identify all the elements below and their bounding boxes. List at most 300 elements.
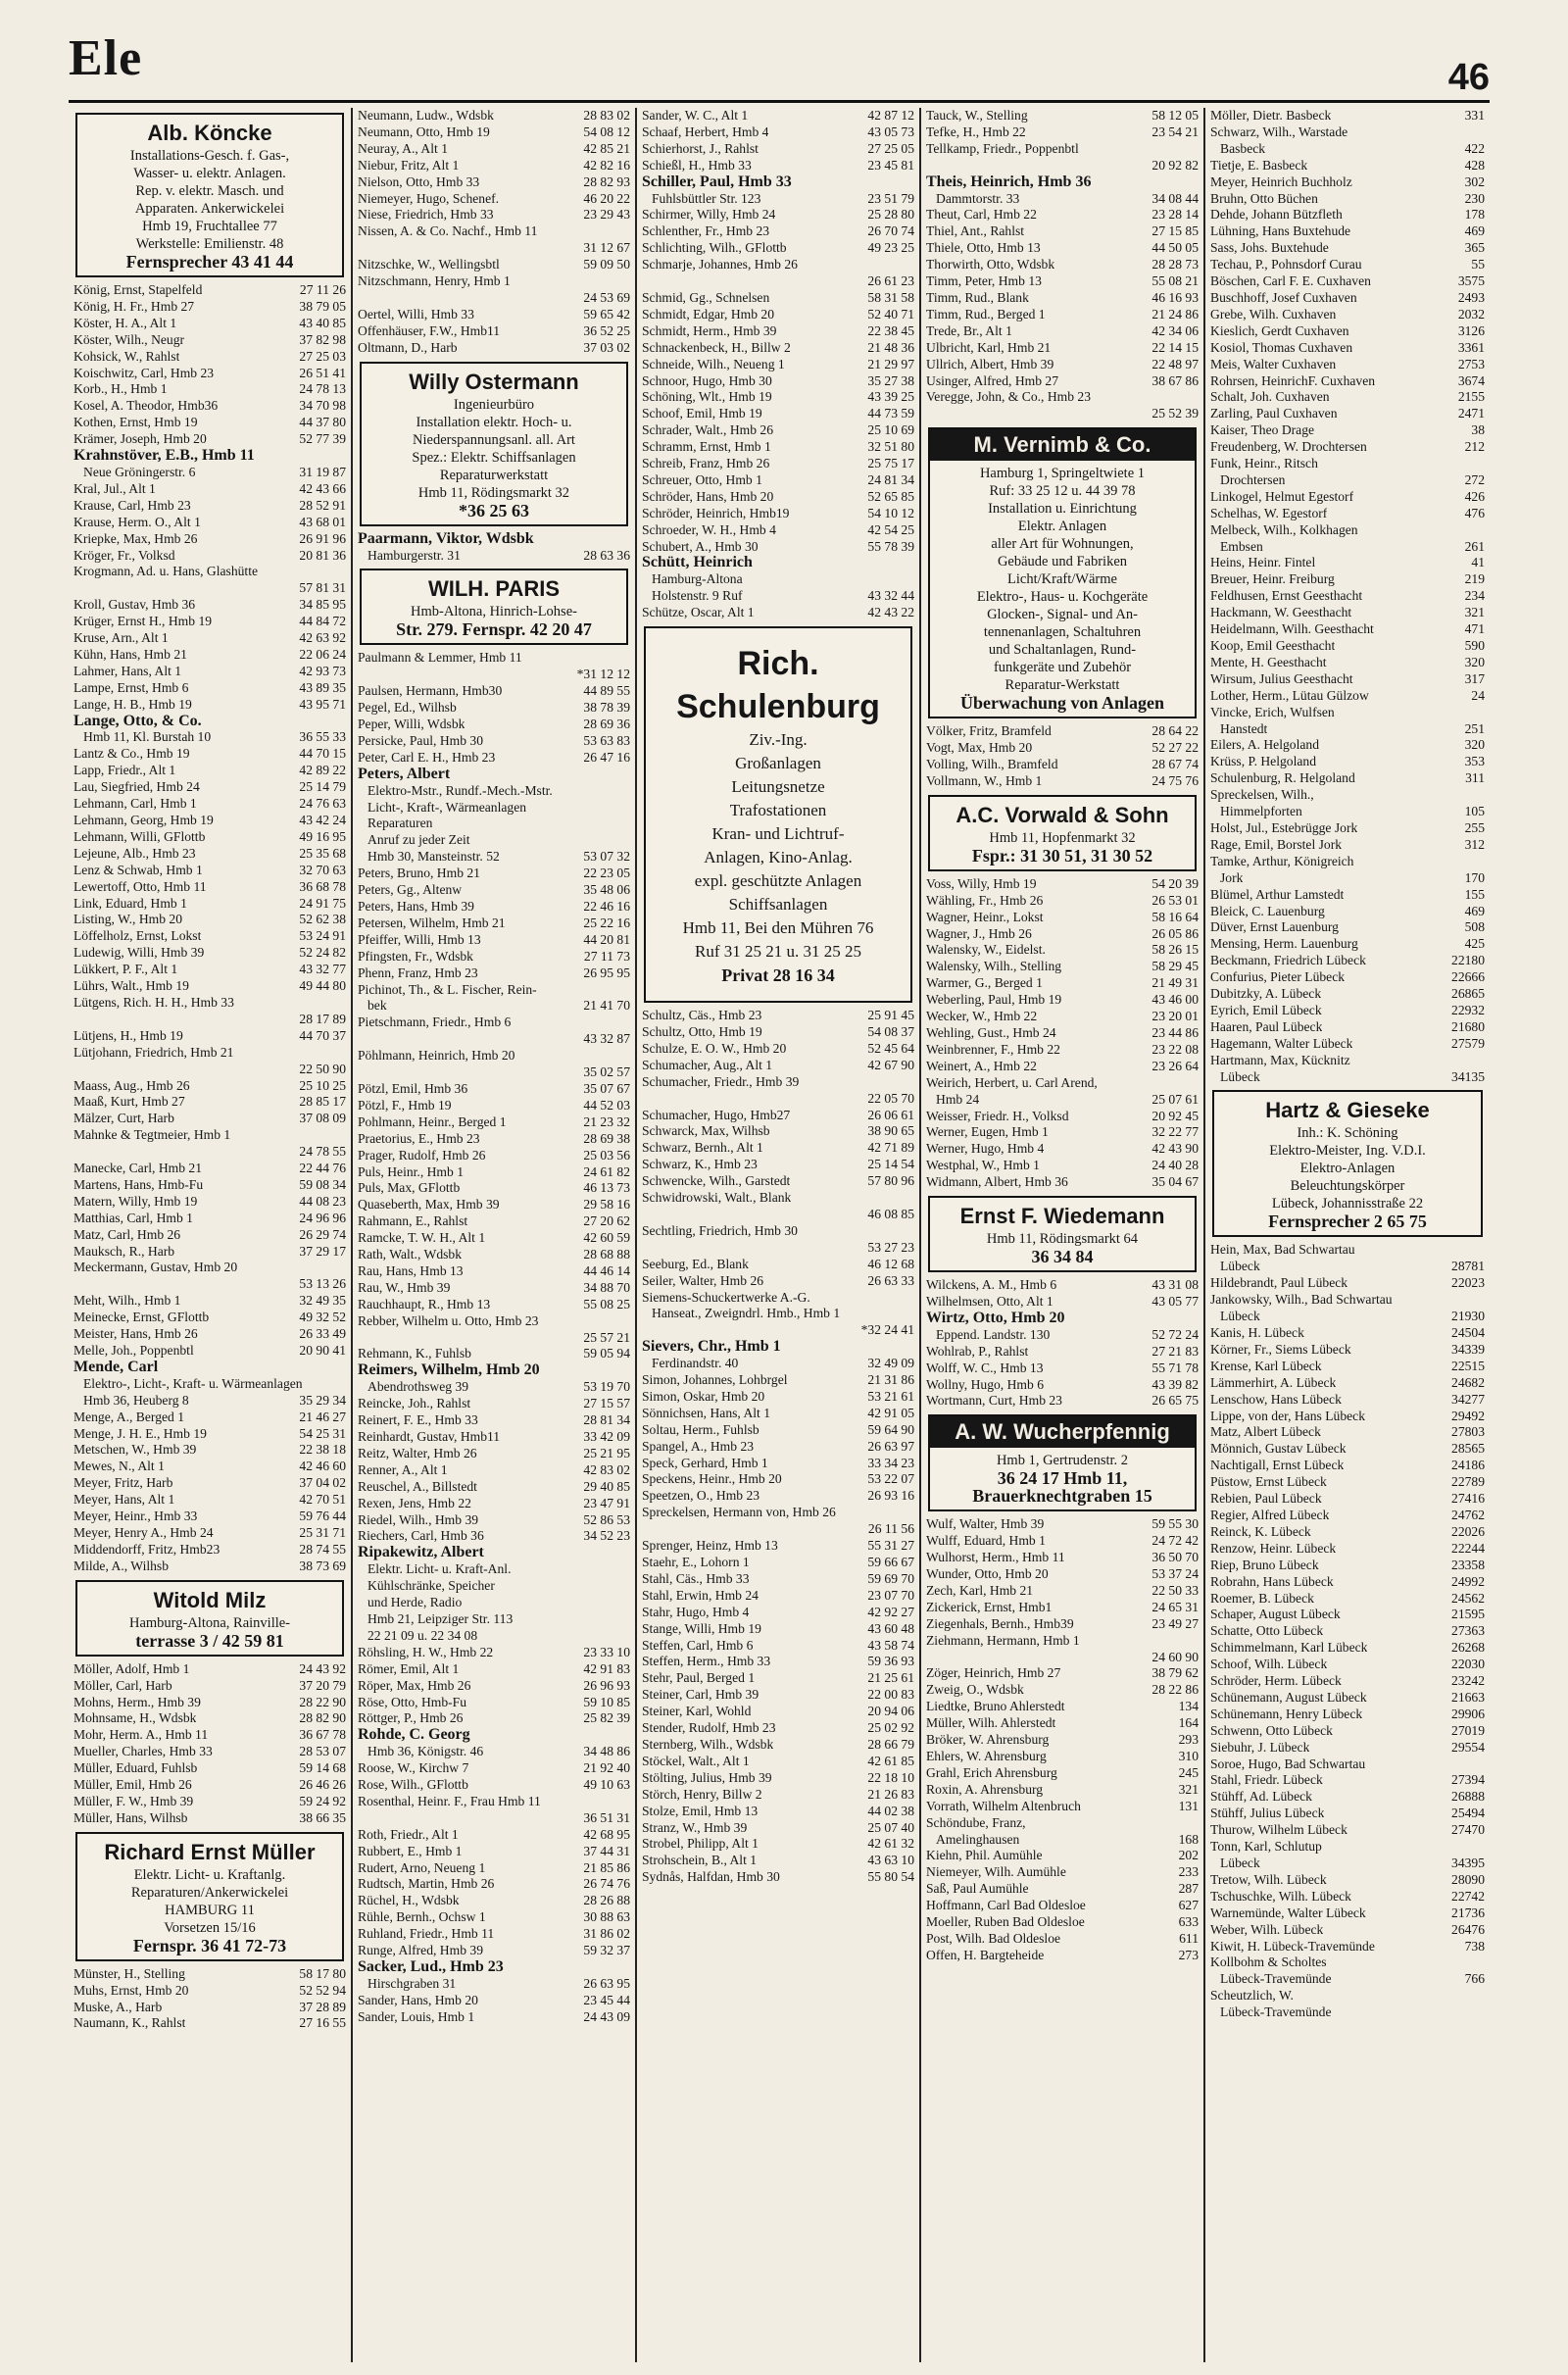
entry-name: Staehr, E., Lohorn 1 — [642, 1555, 750, 1569]
entry-phone — [342, 1376, 346, 1393]
directory-entry — [926, 1092, 1199, 1109]
entry-phone: 23 45 44 — [583, 1992, 630, 2007]
directory-entry — [926, 1864, 1199, 1881]
entry-phone: 21 41 70 — [583, 998, 630, 1014]
entry-phone — [1481, 124, 1485, 141]
entry-name: Stolze, Emil, Hmb 13 — [642, 1803, 759, 1818]
directory-entry — [358, 273, 630, 290]
directory-entry — [74, 714, 346, 730]
directory-entry — [358, 1479, 630, 1496]
directory-entry — [642, 357, 914, 373]
entry-name: Spangel, A., Hmb 23 — [642, 1438, 755, 1454]
directory-entry — [1210, 273, 1485, 290]
directory-entry — [1210, 489, 1485, 506]
entry-name: Dehde, Johann Bützfleth — [1210, 207, 1343, 223]
entry-phone: 23358 — [1451, 1557, 1485, 1572]
directory-entry — [74, 381, 346, 398]
entry-phone: 43 95 71 — [299, 696, 346, 712]
entry-phone: 28 67 74 — [1152, 757, 1199, 772]
directory-entry — [1210, 1069, 1485, 1086]
entry-name: Martens, Hans, Hmb-Fu — [74, 1176, 204, 1192]
directory-entry — [74, 1161, 346, 1177]
directory-entry — [358, 548, 630, 565]
entry-name: Köster, Wilh., Neugr — [74, 331, 185, 347]
directory-entry — [1210, 1988, 1485, 2004]
directory-entry — [1210, 688, 1485, 705]
entry-name: Schwarz, K., Hmb 23 — [642, 1157, 758, 1172]
directory-entry — [642, 472, 914, 489]
entry-name: Hamburg-Altona — [652, 571, 743, 587]
directory-entry — [926, 1109, 1199, 1125]
directory-entry — [74, 398, 346, 415]
entry-phone: 25 57 21 — [583, 1329, 630, 1345]
entry-phone: 22 46 16 — [583, 899, 630, 914]
entry-name: Link, Eduard, Hmb 1 — [74, 895, 187, 911]
entry-name: Ehlers, W. Ahrensburg — [926, 1749, 1047, 1763]
entry-phone: 22789 — [1451, 1474, 1485, 1490]
entry-name: Tietje, E. Basbeck — [1210, 157, 1308, 173]
entry-name: Kieslich, Gerdt Cuxhaven — [1210, 322, 1349, 338]
entry-name: Seiler, Walter, Hmb 26 — [642, 1272, 764, 1288]
entry-phone: 27 11 26 — [299, 282, 346, 297]
directory-entry — [74, 1360, 346, 1376]
entry-phone: 44 70 15 — [299, 746, 346, 762]
ad-phone: Fernsprecher 43 41 44 — [125, 252, 294, 272]
entry-name: Tretow, Wilh. Lübeck — [1210, 1871, 1327, 1887]
directory-entry — [1210, 340, 1485, 357]
directory-entry — [642, 1223, 914, 1240]
directory-entry — [358, 1048, 630, 1064]
header-rule — [69, 100, 1490, 103]
entry-name: Eyrich, Emil Lübeck — [1210, 1002, 1322, 1017]
entry-phone — [910, 1074, 914, 1091]
entry-name: Mälzer, Curt, Harb — [74, 1111, 174, 1126]
entry-name: Stahl, Erwin, Hmb 24 — [642, 1587, 759, 1603]
directory-entry — [74, 1127, 346, 1144]
entry-phone: 38 73 69 — [299, 1558, 346, 1573]
directory-entry — [926, 1682, 1199, 1699]
entry-name: Milde, A., Wilhsb — [74, 1558, 170, 1573]
entry-phone — [1195, 174, 1199, 191]
entry-phone: 43 63 10 — [867, 1853, 914, 1868]
entry-name: Weinert, A., Hmb 22 — [926, 1058, 1037, 1073]
directory-entry — [926, 1600, 1199, 1616]
entry-name: Schoof, Wilh. Lübeck — [1210, 1657, 1328, 1672]
ad-line: Hmb 11, Rödingsmarkt 32 — [417, 484, 570, 501]
directory-entry — [642, 240, 914, 257]
entry-phone: 46 12 68 — [867, 1256, 914, 1271]
directory-entry — [74, 1211, 346, 1227]
entry-phone: 21663 — [1451, 1689, 1485, 1705]
entry-phone: 29 40 85 — [583, 1478, 630, 1494]
ad-phone: *36 25 63 — [459, 500, 529, 520]
entry-name: Funk, Heinr., Ritsch — [1210, 456, 1318, 471]
entry-phone — [342, 1360, 346, 1376]
entry-name: Weirich, Herbert, u. Carl Arend, — [926, 1074, 1098, 1090]
entry-name: Schöndube, Franz, — [926, 1814, 1026, 1830]
entry-phone: 43 05 77 — [1152, 1293, 1199, 1309]
entry-phone: 22666 — [1451, 969, 1485, 985]
directory-entry — [642, 1638, 914, 1655]
entry-phone: 44 46 14 — [583, 1262, 630, 1278]
entry-phone: 43 68 01 — [299, 514, 346, 529]
entry-phone: 2155 — [1457, 389, 1485, 405]
entry-phone: 34395 — [1451, 1855, 1485, 1870]
entry-phone: 287 — [1178, 1881, 1199, 1897]
entry-name: Westphal, W., Hmb 1 — [926, 1158, 1040, 1173]
directory-entry — [642, 1588, 914, 1605]
entry-phone — [1195, 1633, 1199, 1650]
directory-entry — [642, 207, 914, 223]
entry-name: Haaren, Paul Lübeck — [1210, 1018, 1323, 1034]
entry-phone: 37 28 89 — [299, 1999, 346, 2014]
directory-entry — [926, 1294, 1199, 1311]
directory-entry — [74, 1177, 346, 1194]
entry-phone: 43 39 82 — [1152, 1376, 1199, 1392]
entry-name: Elektro-, Licht-, Kraft- u. Wärmeanlagen — [83, 1375, 303, 1391]
entry-name: Kothen, Ernst, Hmb 19 — [74, 415, 198, 430]
directory-entry — [1210, 422, 1485, 439]
entry-phone: 52 40 71 — [867, 306, 914, 322]
ad-line: Reparatur-Werkstatt — [1004, 677, 1120, 694]
entry-name: Pichinot, Th., & L. Fischer, Rein- — [358, 981, 537, 997]
directory-entry — [1210, 605, 1485, 621]
entry-phone: 26 46 26 — [299, 1777, 346, 1793]
entry-phone: 590 — [1464, 638, 1485, 653]
entry-phone: 41 — [1471, 555, 1485, 570]
entry-phone — [910, 1223, 914, 1240]
entry-phone: 58 16 64 — [1152, 909, 1199, 924]
entry-phone: 23 20 01 — [1152, 1009, 1199, 1024]
directory-entry — [358, 2009, 630, 2026]
entry-phone — [626, 650, 630, 667]
entry-name: Licht-, Kraft-, Wärmeanlagen — [368, 799, 527, 815]
entry-name: Trede, Br., Alt 1 — [926, 322, 1012, 338]
directory-entry — [642, 1521, 914, 1538]
directory-entry — [1210, 1019, 1485, 1036]
entry-phone — [626, 223, 630, 240]
directory-entry — [358, 998, 630, 1014]
directory-entry — [358, 965, 630, 982]
directory-entry — [926, 1881, 1199, 1898]
entry-phone: 58 17 80 — [299, 1965, 346, 1981]
entry-name: Röttger, P., Hmb 26 — [358, 1710, 464, 1726]
entry-phone: 469 — [1464, 903, 1485, 918]
ad-title: M. Vernimb & Co. — [930, 429, 1195, 461]
entry-name: Meht, Wilh., Hmb 1 — [74, 1293, 181, 1309]
directory-entry — [926, 124, 1199, 141]
ad-phone: 36 24 17 Hmb 11, Brauerknechtgraben 15 — [972, 1468, 1152, 1507]
directory-entry — [74, 1310, 346, 1326]
entry-phone: 59 64 90 — [867, 1421, 914, 1437]
entry-phone: 24 91 75 — [299, 895, 346, 911]
entry-phone: 27 15 57 — [583, 1396, 630, 1411]
ad-line: Elektro-Meister, Ing. V.D.I. — [1269, 1143, 1426, 1160]
ad-line: Elektro-, Haus- u. Kochgeräte — [976, 589, 1149, 606]
directory-entry — [926, 1277, 1199, 1294]
ad-title: Hartz & Gieseke — [1265, 1098, 1430, 1123]
entry-phone: 311 — [1465, 770, 1485, 786]
entry-phone: 24 61 82 — [583, 1163, 630, 1179]
entry-phone: 31 86 02 — [583, 1926, 630, 1942]
directory-entry — [1210, 854, 1485, 870]
entry-phone — [910, 257, 914, 273]
entry-phone: 23 45 81 — [867, 157, 914, 173]
directory-entry — [358, 1827, 630, 1844]
directory-entry — [1210, 2004, 1485, 2021]
directory-entry — [926, 1174, 1199, 1191]
ad-line: Installations-Gesch. f. Gas-, — [129, 148, 290, 164]
entry-name: Stange, Willi, Hmb 19 — [642, 1620, 761, 1636]
entry-name: Schaaf, Herbert, Hmb 4 — [642, 124, 769, 139]
entry-phone — [342, 448, 346, 465]
directory-entry — [1210, 1558, 1485, 1574]
directory-entry — [642, 1422, 914, 1439]
entry-phone: 24 76 63 — [299, 796, 346, 812]
entry-name: Köster, H. A., Alt 1 — [74, 315, 177, 330]
entry-phone — [910, 1505, 914, 1521]
entry-name: und Herde, Radio — [368, 1595, 463, 1610]
entry-name: Siebuhr, J. Lübeck — [1210, 1739, 1310, 1755]
entry-phone: 54 08 12 — [583, 124, 630, 139]
ad-line: Hamburg-Altona, Rainville- — [128, 1614, 291, 1631]
entry-phone: 164 — [1178, 1715, 1199, 1731]
entry-phone: 26 53 01 — [1152, 892, 1199, 908]
directory-entry — [1210, 1954, 1485, 1971]
entry-name: Neumann, Ludw., Wdsbk — [358, 108, 494, 123]
entry-phone — [342, 1127, 346, 1144]
entry-name: Metschen, W., Hmb 39 — [74, 1442, 197, 1458]
entry-name: Anruf zu jeder Zeit — [368, 832, 470, 848]
entry-name: Phenn, Franz, Hmb 23 — [358, 965, 478, 980]
entry-phone: 25 21 95 — [583, 1445, 630, 1460]
entry-phone: 29554 — [1451, 1739, 1485, 1755]
directory-entry — [358, 307, 630, 323]
entry-phone: 738 — [1464, 1938, 1485, 1954]
entry-phone: 49 10 63 — [583, 1777, 630, 1793]
directory-entry — [358, 191, 630, 208]
directory-entry — [74, 1276, 346, 1293]
entry-name: Pötzl, Emil, Hmb 36 — [358, 1080, 468, 1096]
entry-phone: 42 34 06 — [1152, 322, 1199, 338]
entry-name: Naumann, K., Rahlst — [74, 2015, 186, 2031]
directory-entry — [642, 1687, 914, 1704]
directory-entry — [74, 1810, 346, 1827]
entry-phone: 255 — [1464, 819, 1485, 835]
directory-entry — [642, 539, 914, 556]
entry-phone: 46 08 85 — [867, 1206, 914, 1221]
entry-name: Mönnich, Gustav Lübeck — [1210, 1441, 1347, 1457]
directory-entry — [358, 683, 630, 700]
entry-phone: 26 51 41 — [299, 365, 346, 380]
ad-line: Werkstelle: Emilienstr. 48 — [135, 236, 284, 252]
entry-name: Lühning, Hans Buxtehude — [1210, 223, 1351, 239]
entry-phone: 43 32 87 — [583, 1031, 630, 1047]
entry-name: Münster, H., Stelling — [74, 1965, 185, 1981]
entry-name: Mueller, Charles, Hmb 33 — [74, 1744, 213, 1759]
directory-entry — [358, 1412, 630, 1429]
ad-phone: Fernspr. 36 41 72-73 — [132, 1935, 287, 1955]
entry-name: Strobel, Philipp, Alt 1 — [642, 1836, 759, 1852]
entry-name: König, H. Fr., Hmb 27 — [74, 298, 195, 314]
directory-entry — [642, 1836, 914, 1853]
ad-phone: Fernsprecher 2 65 75 — [1268, 1212, 1427, 1232]
entry-name: Rexen, Jens, Hmb 22 — [358, 1495, 471, 1510]
entry-name: Offen, H. Bargteheide — [926, 1947, 1045, 1962]
entry-phone: 44 50 05 — [1152, 240, 1199, 256]
directory-entry — [926, 1749, 1199, 1765]
entry-name: Werner, Hugo, Hmb 4 — [926, 1141, 1045, 1157]
directory-entry — [1210, 754, 1485, 770]
entry-name: Schwenn, Otto Lübeck — [1210, 1722, 1333, 1738]
directory-entry — [642, 1670, 914, 1687]
directory-entry — [74, 680, 346, 697]
directory-entry — [642, 141, 914, 158]
entry-name: Steffen, Carl, Hmb 6 — [642, 1637, 754, 1653]
entry-name: Löffelholz, Ernst, Lokst — [74, 928, 202, 944]
directory-entry — [74, 448, 346, 465]
entry-name: Melle, Joh., Poppenbtl — [74, 1343, 194, 1358]
entry-name: König, Ernst, Stapelfeld — [74, 282, 203, 297]
entry-phone — [626, 1048, 630, 1064]
directory-entry — [1210, 141, 1485, 158]
entry-phone: 25 03 56 — [583, 1147, 630, 1163]
ad-line: Lübeck, Johannisstraße 22 — [1271, 1196, 1424, 1212]
entry-phone: 22 14 15 — [1152, 339, 1199, 355]
directory-entry — [642, 389, 914, 406]
directory-entry — [74, 928, 346, 945]
directory-entry — [358, 866, 630, 882]
entry-phone — [342, 1260, 346, 1276]
entry-phone: 21 48 36 — [867, 339, 914, 355]
entry-name: Wollny, Hugo, Hmb 6 — [926, 1376, 1044, 1392]
directory-entry — [74, 614, 346, 630]
entry-name: Muhs, Ernst, Hmb 20 — [74, 1982, 189, 1998]
entry-name: Reparaturen — [368, 816, 433, 831]
directory-entry — [1210, 223, 1485, 240]
entry-name: Sechtling, Friedrich, Hmb 30 — [642, 1222, 798, 1238]
entry-phone: 28 26 88 — [583, 1893, 630, 1908]
entry-name: Krause, Carl, Hmb 23 — [74, 497, 191, 513]
directory-entry — [1210, 191, 1485, 208]
entry-phone: 26476 — [1451, 1921, 1485, 1937]
entry-phone: 38 67 86 — [1152, 372, 1199, 388]
directory-entry — [358, 141, 630, 158]
entry-phone: 57 81 31 — [299, 580, 346, 596]
entry-phone — [1481, 522, 1485, 539]
entry-phone: 43 89 35 — [299, 679, 346, 695]
directory-entry — [1210, 323, 1485, 340]
entry-name: Schumacher, Aug., Alt 1 — [642, 1057, 773, 1072]
entry-phone: 55 71 78 — [1152, 1360, 1199, 1375]
entry-phone: 43 39 25 — [867, 389, 914, 405]
directory-entry — [642, 1406, 914, 1422]
directory-entry — [358, 257, 630, 273]
directory-entry — [642, 506, 914, 522]
entry-name: Riechers, Carl, Hmb 36 — [358, 1528, 484, 1544]
directory-entry — [642, 588, 914, 605]
entry-name: Lütjens, H., Hmb 19 — [74, 1027, 183, 1043]
entry-phone: 36 52 25 — [583, 322, 630, 338]
entry-name: Ludewig, Willi, Hmb 39 — [74, 945, 205, 961]
entry-name: Hmb 11, Kl. Burstah 10 — [83, 729, 212, 745]
directory-entry — [358, 1280, 630, 1297]
column-4 — [921, 108, 1205, 2362]
entry-name: Schultz, Otto, Hmb 19 — [642, 1024, 762, 1039]
directory-entry — [926, 942, 1199, 959]
entry-phone — [910, 1306, 914, 1322]
directory-entry — [74, 879, 346, 896]
directory-entry — [358, 750, 630, 767]
entry-name: Peters, Hans, Hmb 39 — [358, 899, 474, 914]
entry-name: Tonn, Karl, Schlutup — [1210, 1839, 1322, 1855]
entry-phone: 49 16 95 — [299, 828, 346, 844]
entry-name: Nissen, A. & Co. Nachf., Hmb 11 — [358, 223, 538, 239]
entry-name: Walensky, Wilh., Stelling — [926, 959, 1062, 974]
entry-phone — [910, 174, 914, 191]
ad-line: expl. geschützte Anlagen — [694, 871, 862, 891]
entry-phone: 42 68 95 — [583, 1826, 630, 1842]
entry-name: Scheutzlich, W. — [1210, 1988, 1294, 2004]
directory-entry — [358, 1313, 630, 1330]
entry-name: Wilckens, A. M., Hmb 6 — [926, 1277, 1057, 1293]
entry-name: Schaper, August Lübeck — [1210, 1607, 1341, 1622]
entry-phone — [342, 995, 346, 1012]
directory-entry — [358, 1346, 630, 1362]
entry-name: Rohrsen, HeinrichF. Cuxhaven — [1210, 372, 1376, 388]
directory-entry — [926, 1848, 1199, 1864]
entry-phone: 38 66 35 — [299, 1809, 346, 1825]
ad-phone: terrasse 3 / 42 59 81 — [135, 1630, 284, 1651]
entry-name: Schnoor, Hugo, Hmb 30 — [642, 372, 772, 388]
entry-phone: 43 32 77 — [299, 962, 346, 977]
entry-name: Schroeder, W. H., Hmb 4 — [642, 521, 776, 537]
entry-name: Speetzen, O., Hmb 23 — [642, 1488, 760, 1504]
directory-entry — [926, 1344, 1199, 1361]
entry-phone: 245 — [1178, 1764, 1199, 1780]
ad-phone: Fspr.: 31 30 51, 31 30 52 — [971, 845, 1153, 866]
entry-phone: 55 08 25 — [583, 1296, 630, 1311]
entry-phone: 22030 — [1451, 1657, 1485, 1672]
directory-entry — [926, 1898, 1199, 1914]
entry-name: Vorrath, Wilhelm Altenbruch — [926, 1798, 1081, 1813]
directory-entry — [926, 876, 1199, 893]
directory-entry — [642, 522, 914, 539]
entry-phone — [1481, 705, 1485, 721]
entry-name: Wagner, Heinr., Lokst — [926, 909, 1044, 924]
entry-name: Stender, Rudolf, Hmb 23 — [642, 1720, 776, 1736]
directory-entry — [1210, 522, 1485, 539]
entry-phone: 23 26 64 — [1152, 1058, 1199, 1073]
entry-name: Paulmann & Lemmer, Hmb 11 — [358, 650, 522, 666]
directory-entry — [1210, 1772, 1485, 1789]
directory-entry — [74, 829, 346, 846]
entry-phone: 42 54 25 — [867, 521, 914, 537]
directory-entry — [642, 1505, 914, 1521]
entry-phone: 44 70 37 — [299, 1027, 346, 1043]
entry-phone: 44 52 03 — [583, 1097, 630, 1113]
directory-entry — [358, 1230, 630, 1247]
entry-phone: 21595 — [1451, 1607, 1485, 1622]
entry-phone — [626, 1595, 630, 1611]
directory-entry — [926, 1124, 1199, 1141]
directory-entry — [642, 1024, 914, 1041]
entry-name: Drochtersen — [1220, 471, 1286, 487]
entry-name: Strohschein, B., Alt 1 — [642, 1853, 758, 1868]
directory-entry — [1210, 1607, 1485, 1623]
entry-phone: 37 20 79 — [299, 1677, 346, 1693]
entry-phone: 52 86 53 — [583, 1511, 630, 1527]
